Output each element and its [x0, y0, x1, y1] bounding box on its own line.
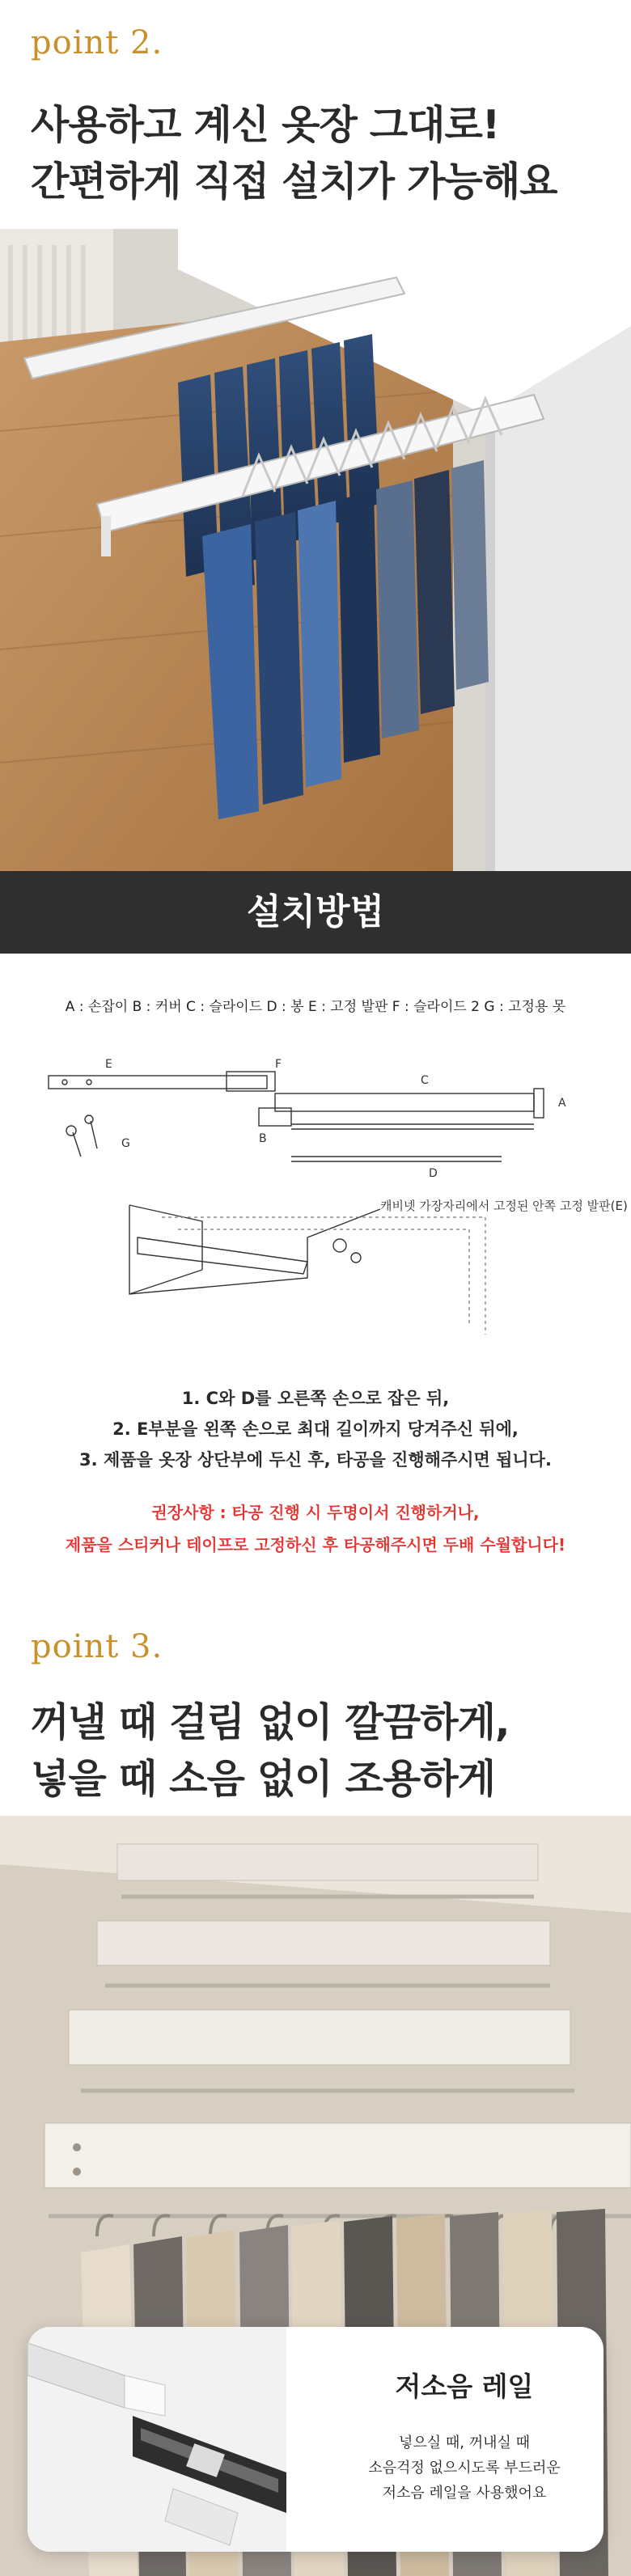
- step-1: 1. C와 D를 오른쪽 손으로 잡은 뒤,: [181, 1389, 450, 1408]
- point-2-headline: [31, 97, 557, 210]
- step-3: 3. 제품을 옷장 상단부에 두신 후, 타공을 진행해주시면 됩니다.: [79, 1450, 552, 1470]
- diagram-label-e: E: [105, 1058, 112, 1071]
- headline-line-2: 간편하게 직접 설치가 가능해요: [31, 159, 557, 205]
- diagram-label-f: F: [275, 1058, 282, 1071]
- install-drawing: [0, 1189, 631, 1351]
- diagram-label-c: C: [421, 1074, 429, 1087]
- diagram-label-b: B: [259, 1132, 267, 1145]
- headline-line-2: 넣을 때 소음 없이 조용하게: [31, 1756, 495, 1802]
- card-line-1: 넣으실 때, 꺼내실 때: [399, 2434, 530, 2451]
- pants-rack-illustration: [0, 229, 631, 878]
- low-noise-rail-card: [28, 2327, 603, 2552]
- point-2-label: point 2.: [31, 24, 163, 61]
- rail-parts-diagram: [0, 1043, 631, 1181]
- step-2: 2. E부분을 왼쪽 손으로 최대 길이까지 당겨주신 뒤에,: [112, 1419, 519, 1439]
- card-title: 저소음 레일: [395, 2371, 534, 2402]
- card-line-3: 저소음 레일을 사용했어요: [382, 2485, 547, 2502]
- install-title-band: 설치방법: [0, 871, 631, 954]
- point-3-headline: [31, 1694, 510, 1808]
- headline-line-1: 꺼낼 때 걸림 없이 깔끔하게,: [31, 1699, 510, 1745]
- card-line-2: 소음걱정 없으시도록 부드러운: [368, 2460, 561, 2477]
- diagram-label-g: G: [121, 1137, 130, 1150]
- point-3-label: point 3.: [31, 1628, 163, 1665]
- headline-line-1: 사용하고 계신 옷장 그대로!: [31, 102, 500, 148]
- rail-parts-drawing: [0, 1043, 631, 1181]
- warning-line-1: 권장사항 : 타공 진행 시 두명이서 진행하거나,: [151, 1503, 480, 1522]
- install-steps: [0, 1383, 631, 1475]
- install-diagram: [0, 1189, 631, 1351]
- rail-closeup-image: [28, 2327, 286, 2552]
- warning-line-2: 제품을 스티커나 테이프로 고정하신 후 타공해주시면 두배 수월합니다!: [65, 1535, 566, 1554]
- pants-rack-photo: [0, 229, 631, 878]
- bracket-callout: 캐비넷 가장자리에서 고정된 안쪽 고정 발판(E): [380, 1199, 628, 1213]
- diagram-label-d: D: [429, 1167, 438, 1180]
- install-warning: [0, 1496, 631, 1561]
- parts-legend: A : 손잡이 B : 커버 C : 슬라이드 D : 봉 E : 고정 발판 F : 슬라이드 2 G : 고정용 못: [65, 999, 566, 1015]
- diagram-label-a: A: [558, 1097, 566, 1110]
- card-description: [335, 2430, 594, 2506]
